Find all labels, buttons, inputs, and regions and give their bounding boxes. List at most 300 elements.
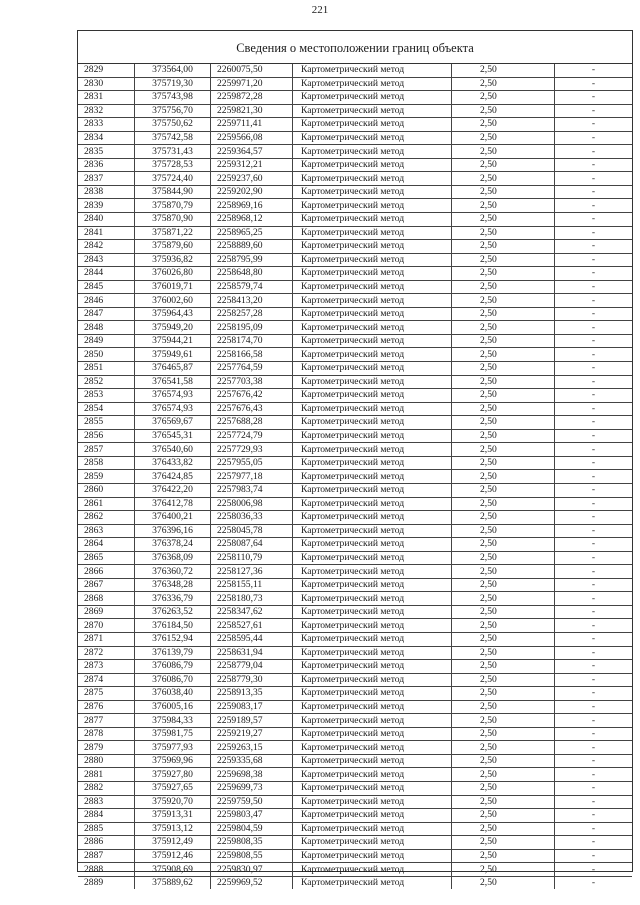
point-number-cell: 2864 xyxy=(78,538,135,552)
description-cell: - xyxy=(555,131,633,145)
accuracy-cell: 2,50 xyxy=(452,754,555,768)
accuracy-cell: 2,50 xyxy=(452,77,555,91)
accuracy-cell: 2,50 xyxy=(452,456,555,470)
x-coordinate-cell: 376540,60 xyxy=(135,443,211,457)
method-cell: Картометрический метод xyxy=(293,199,452,213)
accuracy-cell: 2,50 xyxy=(452,578,555,592)
point-number-cell: 2860 xyxy=(78,483,135,497)
y-coordinate-cell: 2259202,90 xyxy=(211,185,293,199)
point-number-cell: 2856 xyxy=(78,429,135,443)
method-cell: Картометрический метод xyxy=(293,77,452,91)
point-number-cell: 2873 xyxy=(78,660,135,674)
method-cell: Картометрический метод xyxy=(293,619,452,633)
point-number-cell: 2848 xyxy=(78,321,135,335)
description-cell: - xyxy=(555,836,633,850)
coordinates-table xyxy=(78,64,632,889)
point-number-cell: 2846 xyxy=(78,294,135,308)
description-cell: - xyxy=(555,213,633,227)
x-coordinate-cell: 376005,16 xyxy=(135,700,211,714)
accuracy-cell: 2,50 xyxy=(452,267,555,281)
method-cell: Картометрический метод xyxy=(293,185,452,199)
table-row xyxy=(78,280,632,294)
y-coordinate-cell: 2258579,74 xyxy=(211,280,293,294)
table-row xyxy=(78,213,632,227)
description-cell: - xyxy=(555,538,633,552)
method-cell: Картометрический метод xyxy=(293,646,452,660)
description-cell: - xyxy=(555,605,633,619)
x-coordinate-cell: 376424,85 xyxy=(135,470,211,484)
x-coordinate-cell: 376038,40 xyxy=(135,687,211,701)
x-coordinate-cell: 375984,33 xyxy=(135,714,211,728)
y-coordinate-cell: 2257729,93 xyxy=(211,443,293,457)
table-row xyxy=(78,809,632,823)
method-cell: Картометрический метод xyxy=(293,795,452,809)
description-cell: - xyxy=(555,511,633,525)
method-cell: Картометрический метод xyxy=(293,334,452,348)
method-cell: Картометрический метод xyxy=(293,91,452,105)
point-number-cell: 2887 xyxy=(78,849,135,863)
table-row xyxy=(78,91,632,105)
x-coordinate-cell: 376336,79 xyxy=(135,592,211,606)
x-coordinate-cell: 375724,40 xyxy=(135,172,211,186)
table-row xyxy=(78,172,632,186)
accuracy-cell: 2,50 xyxy=(452,781,555,795)
x-coordinate-cell: 376396,16 xyxy=(135,524,211,538)
point-number-cell: 2850 xyxy=(78,348,135,362)
table-row xyxy=(78,64,632,77)
x-coordinate-cell: 376348,28 xyxy=(135,578,211,592)
accuracy-cell: 2,50 xyxy=(452,213,555,227)
table-row xyxy=(78,348,632,362)
method-cell: Картометрический метод xyxy=(293,240,452,254)
table-heading: Сведения о местоположении границ объекта xyxy=(78,31,632,64)
method-cell: Картометрический метод xyxy=(293,497,452,511)
x-coordinate-cell: 375871,22 xyxy=(135,226,211,240)
accuracy-cell: 2,50 xyxy=(452,714,555,728)
description-cell: - xyxy=(555,660,633,674)
table-row xyxy=(78,334,632,348)
accuracy-cell: 2,50 xyxy=(452,524,555,538)
description-cell: - xyxy=(555,307,633,321)
description-cell: - xyxy=(555,687,633,701)
x-coordinate-cell: 376574,93 xyxy=(135,402,211,416)
x-coordinate-cell: 376368,09 xyxy=(135,551,211,565)
accuracy-cell: 2,50 xyxy=(452,226,555,240)
method-cell: Картометрический метод xyxy=(293,118,452,132)
accuracy-cell: 2,50 xyxy=(452,809,555,823)
description-cell: - xyxy=(555,240,633,254)
method-cell: Картометрический метод xyxy=(293,538,452,552)
y-coordinate-cell: 2257724,79 xyxy=(211,429,293,443)
method-cell: Картометрический метод xyxy=(293,754,452,768)
accuracy-cell: 2,50 xyxy=(452,429,555,443)
accuracy-cell: 2,50 xyxy=(452,660,555,674)
y-coordinate-cell: 2259237,60 xyxy=(211,172,293,186)
table-row xyxy=(78,876,632,889)
table-row xyxy=(78,863,632,877)
x-coordinate-cell: 376400,21 xyxy=(135,511,211,525)
point-number-cell: 2870 xyxy=(78,619,135,633)
method-cell: Картометрический метод xyxy=(293,416,452,430)
y-coordinate-cell: 2257676,43 xyxy=(211,402,293,416)
y-coordinate-cell: 2258087,64 xyxy=(211,538,293,552)
x-coordinate-cell: 375742,58 xyxy=(135,131,211,145)
y-coordinate-cell: 2259872,28 xyxy=(211,91,293,105)
description-cell: - xyxy=(555,429,633,443)
table-row xyxy=(78,389,632,403)
description-cell: - xyxy=(555,443,633,457)
table-row xyxy=(78,497,632,511)
x-coordinate-cell: 375889,62 xyxy=(135,876,211,889)
x-coordinate-cell: 375908,69 xyxy=(135,863,211,877)
x-coordinate-cell: 376360,72 xyxy=(135,565,211,579)
method-cell: Картометрический метод xyxy=(293,863,452,877)
method-cell: Картометрический метод xyxy=(293,673,452,687)
x-coordinate-cell: 375728,53 xyxy=(135,158,211,172)
method-cell: Картометрический метод xyxy=(293,280,452,294)
description-cell: - xyxy=(555,727,633,741)
point-number-cell: 2858 xyxy=(78,456,135,470)
method-cell: Картометрический метод xyxy=(293,104,452,118)
x-coordinate-cell: 375879,60 xyxy=(135,240,211,254)
accuracy-cell: 2,50 xyxy=(452,768,555,782)
table-row xyxy=(78,795,632,809)
table-row xyxy=(78,226,632,240)
y-coordinate-cell: 2258180,73 xyxy=(211,592,293,606)
y-coordinate-cell: 2259699,73 xyxy=(211,781,293,795)
table-row xyxy=(78,524,632,538)
point-number-cell: 2859 xyxy=(78,470,135,484)
x-coordinate-cell: 375912,46 xyxy=(135,849,211,863)
y-coordinate-cell: 2258527,61 xyxy=(211,619,293,633)
x-coordinate-cell: 375870,79 xyxy=(135,199,211,213)
y-coordinate-cell: 2259803,47 xyxy=(211,809,293,823)
x-coordinate-cell: 375949,61 xyxy=(135,348,211,362)
x-coordinate-cell: 375719,30 xyxy=(135,77,211,91)
table-row xyxy=(78,267,632,281)
method-cell: Картометрический метод xyxy=(293,253,452,267)
description-cell: - xyxy=(555,741,633,755)
point-number-cell: 2847 xyxy=(78,307,135,321)
accuracy-cell: 2,50 xyxy=(452,727,555,741)
description-cell: - xyxy=(555,389,633,403)
description-cell: - xyxy=(555,185,633,199)
accuracy-cell: 2,50 xyxy=(452,483,555,497)
table-row xyxy=(78,551,632,565)
x-coordinate-cell: 376152,94 xyxy=(135,632,211,646)
y-coordinate-cell: 2259219,27 xyxy=(211,727,293,741)
y-coordinate-cell: 2258166,58 xyxy=(211,348,293,362)
x-coordinate-cell: 376086,70 xyxy=(135,673,211,687)
point-number-cell: 2879 xyxy=(78,741,135,755)
point-number-cell: 2884 xyxy=(78,809,135,823)
point-number-cell: 2843 xyxy=(78,253,135,267)
description-cell: - xyxy=(555,673,633,687)
x-coordinate-cell: 375964,43 xyxy=(135,307,211,321)
description-cell: - xyxy=(555,77,633,91)
description-cell: - xyxy=(555,714,633,728)
y-coordinate-cell: 2258779,04 xyxy=(211,660,293,674)
x-coordinate-cell: 375977,93 xyxy=(135,741,211,755)
x-coordinate-cell: 376422,20 xyxy=(135,483,211,497)
x-coordinate-cell: 376574,93 xyxy=(135,389,211,403)
y-coordinate-cell: 2258110,79 xyxy=(211,551,293,565)
point-number-cell: 2829 xyxy=(78,64,135,77)
table-row xyxy=(78,131,632,145)
method-cell: Картометрический метод xyxy=(293,605,452,619)
coordinates-table-body xyxy=(78,64,632,889)
x-coordinate-cell: 373564,00 xyxy=(135,64,211,77)
method-cell: Картометрический метод xyxy=(293,64,452,77)
y-coordinate-cell: 2259335,68 xyxy=(211,754,293,768)
method-cell: Картометрический метод xyxy=(293,700,452,714)
table-row xyxy=(78,578,632,592)
x-coordinate-cell: 376019,71 xyxy=(135,280,211,294)
point-number-cell: 2885 xyxy=(78,822,135,836)
accuracy-cell: 2,50 xyxy=(452,91,555,105)
description-cell: - xyxy=(555,768,633,782)
point-number-cell: 2878 xyxy=(78,727,135,741)
table-row xyxy=(78,185,632,199)
accuracy-cell: 2,50 xyxy=(452,362,555,376)
method-cell: Картометрический метод xyxy=(293,443,452,457)
table-row xyxy=(78,741,632,755)
table-row xyxy=(78,632,632,646)
point-number-cell: 2840 xyxy=(78,213,135,227)
method-cell: Картометрический метод xyxy=(293,483,452,497)
point-number-cell: 2831 xyxy=(78,91,135,105)
y-coordinate-cell: 2258913,35 xyxy=(211,687,293,701)
point-number-cell: 2875 xyxy=(78,687,135,701)
y-coordinate-cell: 2257764,59 xyxy=(211,362,293,376)
x-coordinate-cell: 375927,65 xyxy=(135,781,211,795)
description-cell: - xyxy=(591,877,596,889)
accuracy-cell: 2,50 xyxy=(452,185,555,199)
y-coordinate-cell: 2258174,70 xyxy=(211,334,293,348)
description-cell: - xyxy=(555,118,633,132)
x-coordinate-cell: 375912,49 xyxy=(135,836,211,850)
accuracy-cell: 2,50 xyxy=(452,307,555,321)
x-coordinate-cell: 376184,50 xyxy=(135,619,211,633)
point-number-cell: 2841 xyxy=(78,226,135,240)
point-number-cell: 2863 xyxy=(78,524,135,538)
table-row xyxy=(78,199,632,213)
description-cell: - xyxy=(555,104,633,118)
y-coordinate-cell: 2258968,12 xyxy=(211,213,293,227)
method-cell: Картометрический метод xyxy=(293,429,452,443)
accuracy-cell: 2,50 xyxy=(452,158,555,172)
table-row xyxy=(78,362,632,376)
accuracy-cell: 2,50 xyxy=(452,565,555,579)
y-coordinate-cell: 2259969,52 xyxy=(211,876,293,889)
point-number-cell: 2851 xyxy=(78,362,135,376)
description-cell: - xyxy=(555,226,633,240)
table-row xyxy=(78,511,632,525)
y-coordinate-cell: 2258965,25 xyxy=(211,226,293,240)
x-coordinate-cell: 376139,79 xyxy=(135,646,211,660)
method-cell: Картометрический метод xyxy=(293,213,452,227)
point-number-cell: 2852 xyxy=(78,375,135,389)
y-coordinate-cell: 2259808,35 xyxy=(211,836,293,850)
point-number-cell: 2832 xyxy=(78,104,135,118)
method-cell: Картометрический метод xyxy=(293,389,452,403)
method-cell: Картометрический метод xyxy=(293,741,452,755)
point-number-cell: 2836 xyxy=(78,158,135,172)
y-coordinate-cell: 2259083,17 xyxy=(211,700,293,714)
description-cell: - xyxy=(555,402,633,416)
description-cell: - xyxy=(555,321,633,335)
description-cell: - xyxy=(555,483,633,497)
method-cell: Картометрический метод xyxy=(293,660,452,674)
description-cell: - xyxy=(555,809,633,823)
table-row xyxy=(78,836,632,850)
accuracy-cell: 2,50 xyxy=(452,511,555,525)
description-cell: - xyxy=(555,253,633,267)
table-row xyxy=(78,592,632,606)
accuracy-cell: 2,50 xyxy=(452,334,555,348)
accuracy-cell: 2,50 xyxy=(452,172,555,186)
point-number-cell: 2889 xyxy=(78,876,135,889)
table-row xyxy=(78,240,632,254)
accuracy-cell: 2,50 xyxy=(452,321,555,335)
point-number-cell: 2845 xyxy=(78,280,135,294)
description-cell: - xyxy=(555,524,633,538)
description-cell: - xyxy=(555,470,633,484)
description-cell: - xyxy=(555,294,633,308)
description-cell: - xyxy=(555,646,633,660)
x-coordinate-cell: 375844,90 xyxy=(135,185,211,199)
method-cell: Картометрический метод xyxy=(293,524,452,538)
y-coordinate-cell: 2259312,21 xyxy=(211,158,293,172)
x-coordinate-cell: 375949,20 xyxy=(135,321,211,335)
method-cell: Картометрический метод xyxy=(293,470,452,484)
y-coordinate-cell: 2259830,97 xyxy=(211,863,293,877)
table-row xyxy=(78,619,632,633)
table-row xyxy=(78,253,632,267)
description-cell: - xyxy=(555,348,633,362)
method-cell: Картометрический метод xyxy=(293,836,452,850)
table-row xyxy=(78,470,632,484)
x-coordinate-cell: 375870,90 xyxy=(135,213,211,227)
boundary-table-sheet xyxy=(77,30,633,889)
point-number-cell: 2835 xyxy=(78,145,135,159)
y-coordinate-cell: 2259971,20 xyxy=(211,77,293,91)
method-cell: Картометрический метод xyxy=(293,307,452,321)
accuracy-cell: 2,50 xyxy=(452,849,555,863)
accuracy-cell: 2,50 xyxy=(452,619,555,633)
description-cell: - xyxy=(555,267,633,281)
method-cell: Картометрический метод xyxy=(293,822,452,836)
method-cell: Картометрический метод xyxy=(293,592,452,606)
description-cell: - xyxy=(555,497,633,511)
x-coordinate-cell: 376541,58 xyxy=(135,375,211,389)
description-cell: - xyxy=(555,158,633,172)
x-coordinate-cell: 376545,31 xyxy=(135,429,211,443)
y-coordinate-cell: 2258045,78 xyxy=(211,524,293,538)
accuracy-cell: 2,50 xyxy=(452,551,555,565)
description-cell: - xyxy=(555,592,633,606)
table-row xyxy=(78,714,632,728)
table-row xyxy=(78,700,632,714)
y-coordinate-cell: 2258795,99 xyxy=(211,253,293,267)
y-coordinate-cell: 2259804,59 xyxy=(211,822,293,836)
point-number-cell: 2866 xyxy=(78,565,135,579)
y-coordinate-cell: 2258779,30 xyxy=(211,673,293,687)
method-cell: Картометрический метод xyxy=(293,226,452,240)
accuracy-cell: 2,50 xyxy=(452,416,555,430)
accuracy-cell: 2,50 xyxy=(452,199,555,213)
accuracy-cell: 2,50 xyxy=(452,240,555,254)
x-coordinate-cell: 375913,31 xyxy=(135,809,211,823)
method-cell: Картометрический метод xyxy=(293,375,452,389)
method-cell: Картометрический метод xyxy=(293,714,452,728)
description-cell: - xyxy=(555,754,633,768)
accuracy-cell: 2,50 xyxy=(452,673,555,687)
method-cell: Картометрический метод xyxy=(293,849,452,863)
table-row xyxy=(78,294,632,308)
point-number-cell: 2876 xyxy=(78,700,135,714)
accuracy-cell: 2,50 xyxy=(452,863,555,877)
y-coordinate-cell: 2257983,74 xyxy=(211,483,293,497)
table-row xyxy=(78,158,632,172)
table-row xyxy=(78,768,632,782)
table-row xyxy=(78,321,632,335)
table-row xyxy=(78,849,632,863)
accuracy-cell: 2,50 xyxy=(452,687,555,701)
x-coordinate-cell: 376263,52 xyxy=(135,605,211,619)
accuracy-cell: 2,50 xyxy=(452,592,555,606)
point-number-cell: 2849 xyxy=(78,334,135,348)
y-coordinate-cell: 2259759,50 xyxy=(211,795,293,809)
description-cell: - xyxy=(555,416,633,430)
x-coordinate-cell: 375981,75 xyxy=(135,727,211,741)
x-coordinate-cell: 376086,79 xyxy=(135,660,211,674)
method-cell: Картометрический метод xyxy=(293,362,452,376)
x-coordinate-cell: 376433,82 xyxy=(135,456,211,470)
x-coordinate-cell: 375969,96 xyxy=(135,754,211,768)
point-number-cell: 2861 xyxy=(78,497,135,511)
description-cell: - xyxy=(555,619,633,633)
description-cell: - xyxy=(555,91,633,105)
y-coordinate-cell: 2259189,57 xyxy=(211,714,293,728)
table-row xyxy=(78,77,632,91)
y-coordinate-cell: 2258006,98 xyxy=(211,497,293,511)
x-coordinate-cell: 375936,82 xyxy=(135,253,211,267)
description-cell: - xyxy=(555,199,633,213)
point-number-cell: 2855 xyxy=(78,416,135,430)
description-cell: - xyxy=(555,64,633,77)
y-coordinate-cell: 2257955,05 xyxy=(211,456,293,470)
x-coordinate-cell: 375913,12 xyxy=(135,822,211,836)
table-row xyxy=(78,687,632,701)
accuracy-cell: 2,50 xyxy=(452,389,555,403)
method-cell: Картометрический метод xyxy=(293,402,452,416)
y-coordinate-cell: 2257703,38 xyxy=(211,375,293,389)
description-cell: - xyxy=(555,456,633,470)
table-row xyxy=(78,375,632,389)
table-row xyxy=(78,145,632,159)
accuracy-cell: 2,50 xyxy=(452,402,555,416)
x-coordinate-cell: 375731,43 xyxy=(135,145,211,159)
table-row xyxy=(78,605,632,619)
x-coordinate-cell: 376412,78 xyxy=(135,497,211,511)
accuracy-cell: 2,50 xyxy=(452,876,555,889)
description-cell: - xyxy=(555,280,633,294)
point-number-cell: 2834 xyxy=(78,131,135,145)
description-cell: - xyxy=(555,700,633,714)
y-coordinate-cell: 2258347,62 xyxy=(211,605,293,619)
y-coordinate-cell: 2257688,28 xyxy=(211,416,293,430)
